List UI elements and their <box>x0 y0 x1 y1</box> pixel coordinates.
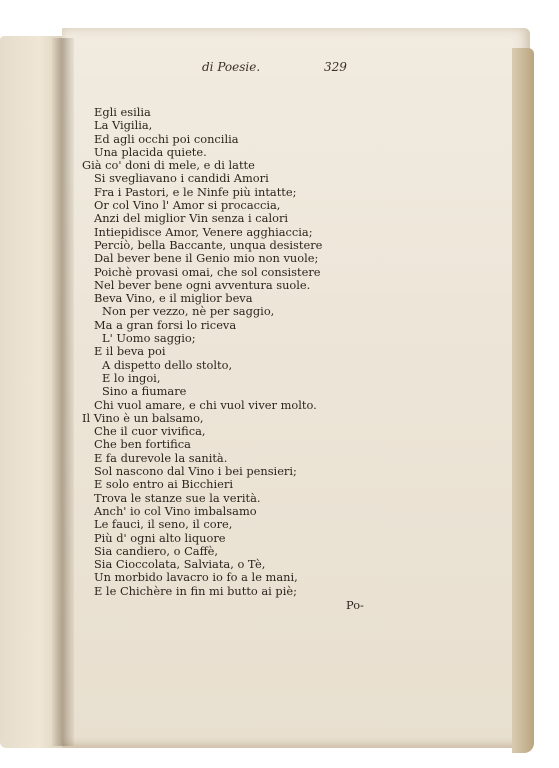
poem-line: Dal bever bene il Genio mio non vuole; <box>94 251 319 266</box>
poem-line: Anzi del miglior Vin senza i calori <box>94 211 289 226</box>
poem-line: Egli esilia <box>94 105 151 119</box>
page-edges <box>512 48 534 753</box>
poem-line: Il Vino è un balsamo, <box>82 410 204 425</box>
poem-line: Intiepidisce Amor, Venere agghiaccia; <box>94 224 313 239</box>
poem-line: E fa durevole la sanità. <box>94 450 228 465</box>
poem-line: E solo entro ai Bicchieri <box>94 477 233 492</box>
book-gutter <box>52 38 74 746</box>
poem-line: Non per vezzo, nè per saggio, <box>102 304 275 319</box>
poem-line: Già co' doni di mele, e di latte <box>82 158 255 173</box>
poem-line: Nel bever bene ogni avventura suole. <box>94 277 311 292</box>
poem-line: Che il cuor vivifica, <box>94 424 206 439</box>
poem-line: Or col Vino l' Amor si procaccia, <box>94 198 281 213</box>
poem-line: Perciò, bella Baccante, unqua desistere <box>94 237 323 252</box>
poem-line: Sia Cioccolata, Salviata, o Tè, <box>94 557 266 572</box>
poem-line: Chi vuol amare, e chi vuol viver molto. <box>94 397 317 412</box>
poem-line: Ma a gran forsi lo riceva <box>94 317 237 332</box>
poem-line: L' Uomo saggio; <box>102 331 196 346</box>
poem-line: E le Chichère in fin mi butto ai piè; <box>94 583 297 598</box>
poem-line: Sino a fiumare <box>102 384 187 399</box>
poem-line: Sol nascono dal Vino i bei pensieri; <box>94 464 297 479</box>
poem-line: Che ben fortifica <box>94 437 191 452</box>
poem-line: Una placida quiete. <box>94 144 207 159</box>
running-head: di Poesie. <box>202 60 261 74</box>
poem-line: La Vigilia, <box>94 118 153 133</box>
poem-line: Le fauci, il seno, il core, <box>94 517 233 532</box>
poem-text <box>82 106 512 598</box>
poem-line: Poichè provasi omai, che sol consistere <box>94 264 321 279</box>
poem-line: Anch' io col Vino imbalsamo <box>94 503 257 518</box>
poem-line: E il beva poi <box>94 344 166 359</box>
catchword: Po- <box>346 598 364 612</box>
poem-line: E lo ingoi, <box>102 370 161 385</box>
poem-line: Trova le stanze sue la verità. <box>94 490 261 505</box>
poem-line: Beva Vino, e il miglior beva <box>94 291 253 306</box>
page-header <box>62 60 530 80</box>
page-number: 329 <box>324 60 347 74</box>
poem-line: Fra i Pastori, e le Ninfe più intatte; <box>94 184 297 199</box>
poem-line: A dispetto dello stolto, <box>102 357 233 372</box>
poem-line: Ed agli occhi poi concilia <box>94 131 239 146</box>
poem-line: Un morbido lavacro io fo a le mani, <box>94 570 298 585</box>
poem-line: Sia candiero, o Caffè, <box>94 543 219 558</box>
poem-line: Più d' ogni alto liquore <box>94 530 226 545</box>
poem-line: Si svegliavano i candidi Amori <box>94 171 269 186</box>
